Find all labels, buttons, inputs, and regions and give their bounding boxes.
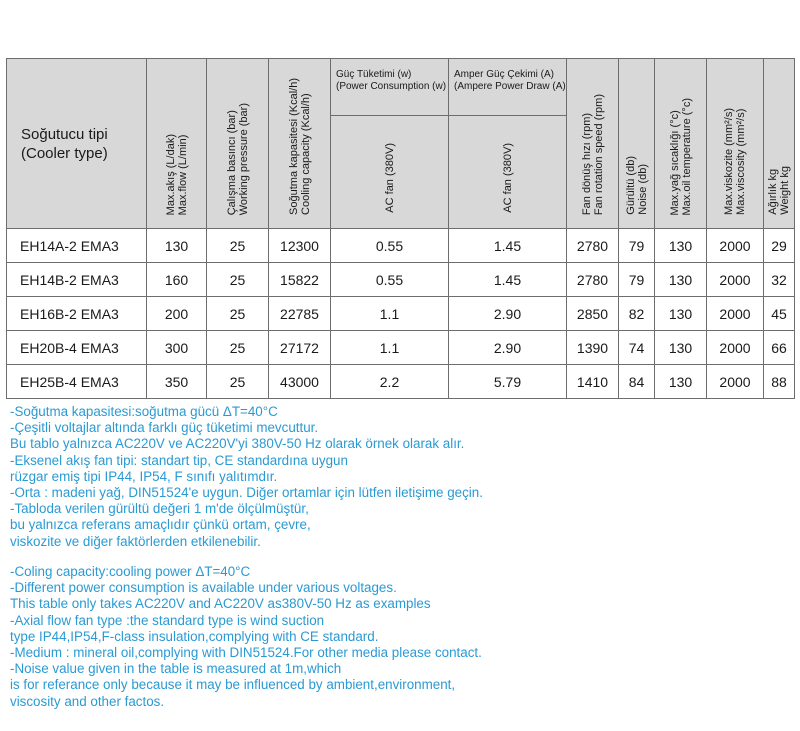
cell-power: 1.1 — [331, 331, 449, 365]
cell-pressure: 25 — [207, 331, 269, 365]
note-line: -Eksenel akış fan tipi: standart tip, CE standardına uygun — [10, 452, 348, 468]
cell-weight: 32 — [764, 263, 795, 297]
max-flow-header-en: Max.flow (L/min) — [176, 134, 189, 215]
power-ac-fan-label: AC fan (380V) — [383, 143, 396, 213]
cell-capacity: 43000 — [269, 365, 331, 399]
weight-header-tr: Ağırlık kg — [767, 169, 779, 215]
note-line: -Different power consumption is available under various voltages. — [10, 580, 397, 596]
fan-speed-header-tr: Fan dönüş hızı (rpm) — [580, 112, 593, 215]
cell-pressure: 25 — [207, 229, 269, 263]
note-line: bu yalnızca referans amaçlıdır çünkü ortam, çevre, — [10, 517, 311, 533]
cell-fan-speed: 2780 — [567, 263, 619, 297]
cell-temperature: 130 — [655, 263, 707, 297]
cell-ampere: 2.90 — [449, 297, 567, 331]
ampere-ac-fan-label: AC fan (380V) — [501, 143, 514, 213]
fan-speed-header-en: Fan rotation speed (rpm) — [592, 93, 605, 215]
fan-speed-header — [567, 59, 619, 229]
notes-english — [10, 564, 482, 710]
noise-header-tr: Gürültü (db) — [624, 156, 637, 215]
note-line: viskozite ve diğer faktörlerden etkilenebilir. — [10, 533, 261, 549]
note-line: type IP44,IP54,F-class insulation,complying with CE standard. — [10, 628, 379, 644]
cooling-capacity-header-en: Cooling capacity (Kcal/h) — [299, 93, 312, 215]
note-line: is for referance only because it may be influenced by ambient,environment, — [10, 677, 456, 693]
cell-flow: 200 — [147, 297, 207, 331]
ampere-draw-header — [449, 59, 567, 116]
weight-header-en: Weight kg — [779, 166, 791, 215]
note-line: -Çeşitli voltajlar altında farklı güç tüketimi mevcuttur. — [10, 420, 319, 436]
cell-viscosity: 2000 — [707, 297, 764, 331]
note-line: -Tabloda verilen gürültü değeri 1 m'de ölçülmüştür, — [10, 501, 309, 517]
cell-ampere: 2.90 — [449, 331, 567, 365]
cell-ampere: 1.45 — [449, 263, 567, 297]
ampere-draw-header-tr: Amper Güç Çekimi (A) — [454, 69, 555, 80]
cell-temperature: 130 — [655, 331, 707, 365]
cell-fan-speed: 1410 — [567, 365, 619, 399]
cell-power: 2.2 — [331, 365, 449, 399]
note-line: Bu tablo yalnızca AC220V ve AC220V'yi 380V-50 Hz olarak örnek olarak alır. — [10, 436, 465, 452]
viscosity-header-tr: Max.viskozite (mm²/s) — [723, 108, 735, 215]
cell-flow: 300 — [147, 331, 207, 365]
power-consumption-header — [331, 59, 449, 116]
ampere-draw-header-en: (Ampere Power Draw (A) — [454, 81, 566, 92]
cell-weight: 66 — [764, 331, 795, 365]
cell-noise: 84 — [619, 365, 655, 399]
cell-capacity: 12300 — [269, 229, 331, 263]
cooling-capacity-header-tr: Soğutma kapasitesi (Kcal/h) — [287, 78, 300, 215]
table-row — [7, 297, 795, 331]
working-pressure-header-en: Working pressure (bar) — [237, 102, 250, 215]
cell-noise: 82 — [619, 297, 655, 331]
note-line: -Medium : mineral oil,complying with DIN51524.For other media please contact. — [10, 644, 482, 660]
cell-noise: 79 — [619, 229, 655, 263]
cell-noise: 74 — [619, 331, 655, 365]
cooler-type-header-tr: Soğutucu tipi — [21, 125, 108, 143]
max-flow-header — [147, 59, 207, 229]
cell-fan-speed: 1390 — [567, 331, 619, 365]
power-consumption-header-en: (Power Consumption (w) — [336, 81, 447, 92]
cell-model: EH16B-2 EMA3 — [7, 297, 147, 331]
note-line: -Orta : madeni yağ, DIN51524'e uygun. Diğer ortamlar için lütfen iletişime geçin. — [10, 484, 483, 500]
note-line: viscosity and other factos. — [10, 693, 165, 709]
cell-flow: 130 — [147, 229, 207, 263]
note-line: rüzgar emiş tipi IP44, IP54, F sınıfı yalıtımdır. — [10, 468, 278, 484]
cell-pressure: 25 — [207, 365, 269, 399]
cell-ampere: 5.79 — [449, 365, 567, 399]
cell-weight: 45 — [764, 297, 795, 331]
oil-temperature-header-en: Max.oil temperature (°c) — [680, 97, 693, 215]
cell-ampere: 1.45 — [449, 229, 567, 263]
cell-viscosity: 2000 — [707, 263, 764, 297]
note-line: -Noise value given in the table is measured at 1m,which — [10, 661, 342, 677]
note-line: This table only takes AC220V and AC220V as380V-50 Hz as examples — [10, 596, 431, 612]
table-row — [7, 229, 795, 263]
power-consumption-header-tr: Güç Tüketimi (w) — [336, 69, 412, 80]
cell-temperature: 130 — [655, 229, 707, 263]
cell-temperature: 130 — [655, 365, 707, 399]
cell-temperature: 130 — [655, 297, 707, 331]
viscosity-header — [707, 59, 764, 229]
cooler-type-header-en: (Cooler type) — [21, 144, 108, 162]
cell-capacity: 15822 — [269, 263, 331, 297]
cell-power: 0.55 — [331, 229, 449, 263]
max-flow-header-tr: Max.akış (L/dak) — [164, 133, 177, 215]
note-line: -Axial flow fan type :the standard type is wind suction — [10, 612, 325, 628]
cell-pressure: 25 — [207, 297, 269, 331]
cell-model: EH14B-2 EMA3 — [7, 263, 147, 297]
cell-viscosity: 2000 — [707, 229, 764, 263]
cell-fan-speed: 2850 — [567, 297, 619, 331]
cell-viscosity: 2000 — [707, 365, 764, 399]
cell-model: EH25B-4 EMA3 — [7, 365, 147, 399]
cell-power: 1.1 — [331, 297, 449, 331]
cell-capacity: 27172 — [269, 331, 331, 365]
table-row — [7, 365, 795, 399]
cell-weight: 29 — [764, 229, 795, 263]
cell-model: EH14A-2 EMA3 — [7, 229, 147, 263]
cell-flow: 160 — [147, 263, 207, 297]
cell-flow: 350 — [147, 365, 207, 399]
cell-power: 0.55 — [331, 263, 449, 297]
weight-header — [764, 59, 795, 229]
note-line: -Soğutma kapasitesi:soğutma gücü ΔT=40°C — [10, 404, 278, 419]
notes-turkish — [10, 404, 483, 550]
cooling-capacity-header — [269, 59, 331, 229]
noise-header-en: Noise (db) — [636, 164, 649, 215]
cell-viscosity: 2000 — [707, 331, 764, 365]
cell-pressure: 25 — [207, 263, 269, 297]
ampere-ac-fan-header — [449, 116, 567, 229]
cell-noise: 79 — [619, 263, 655, 297]
oil-temperature-header — [655, 59, 707, 229]
working-pressure-header-tr: Çalışma basıncı (bar) — [225, 109, 238, 215]
note-line: -Coling capacity:cooling power ΔT=40°C — [10, 564, 251, 579]
cell-fan-speed: 2780 — [567, 229, 619, 263]
working-pressure-header — [207, 59, 269, 229]
cooler-spec-table — [6, 58, 795, 399]
table-row — [7, 331, 795, 365]
cell-model: EH20B-4 EMA3 — [7, 331, 147, 365]
viscosity-header-en: Max.viscosity (mm²/s) — [735, 108, 747, 215]
cell-weight: 88 — [764, 365, 795, 399]
power-ac-fan-header — [331, 116, 449, 229]
noise-header — [619, 59, 655, 229]
oil-temperature-header-tr: Max.yağ sıcaklığı (°c) — [668, 109, 681, 215]
cell-capacity: 22785 — [269, 297, 331, 331]
cooler-type-header — [7, 59, 147, 229]
table-row — [7, 263, 795, 297]
